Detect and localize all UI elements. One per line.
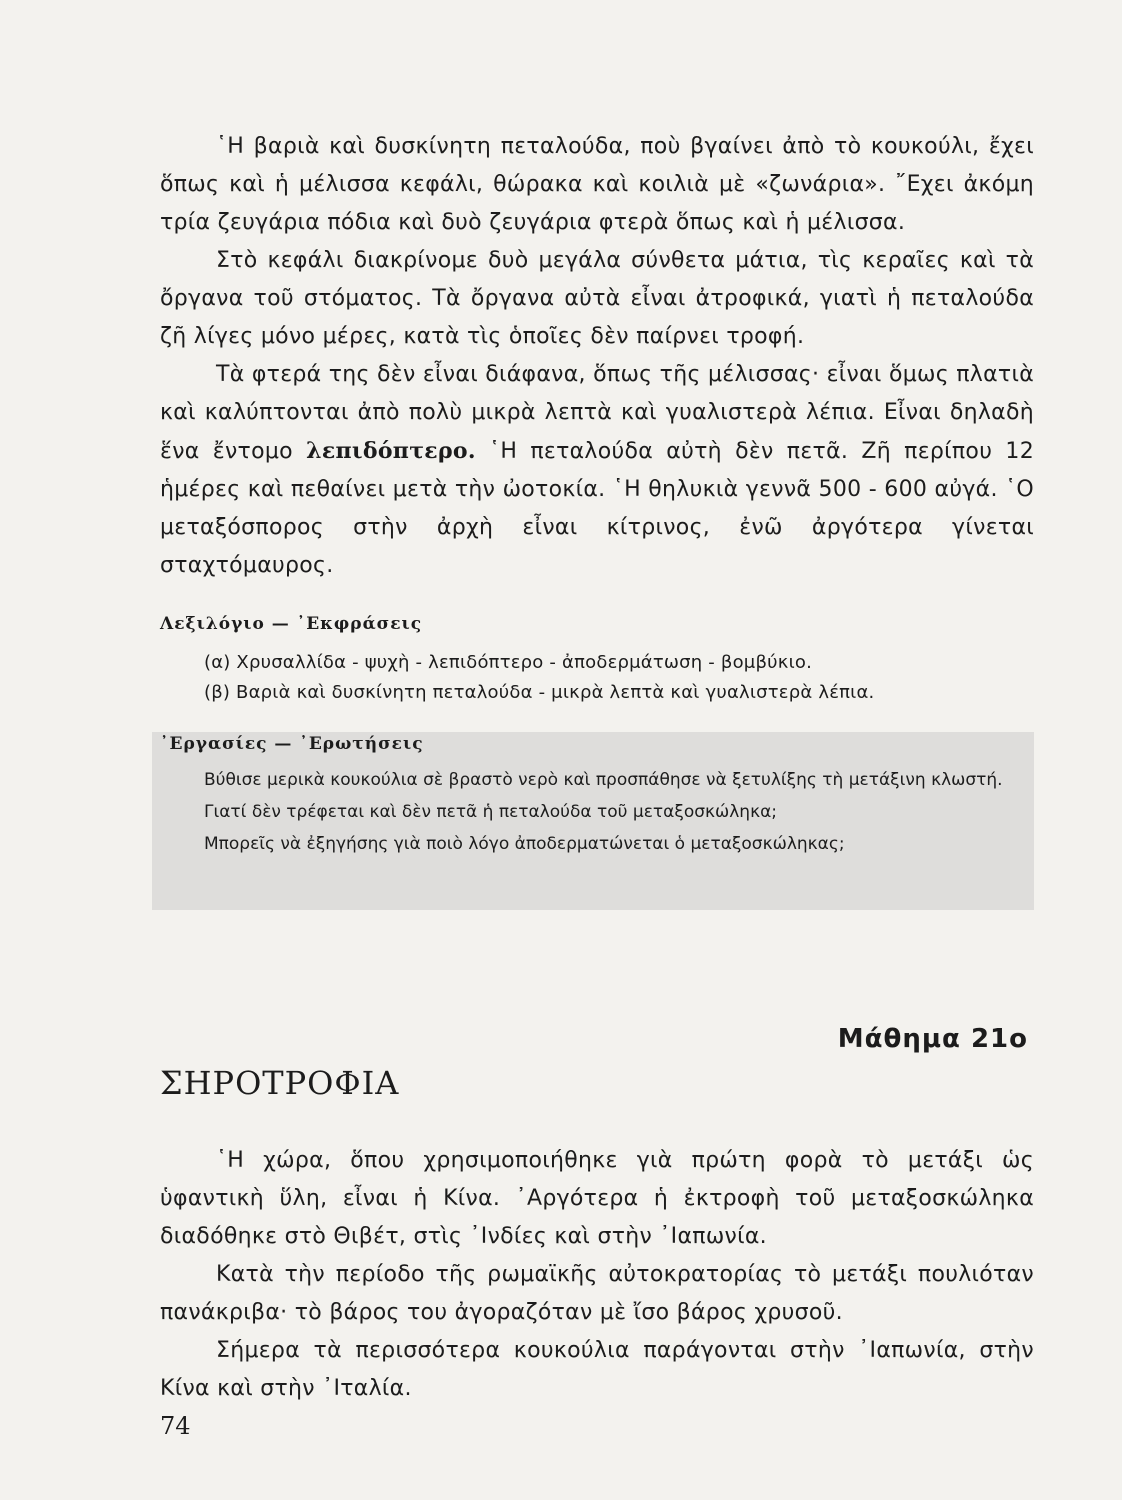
- vocabulary-item-b: (β) Βαριὰ καὶ δυσκίνητη πεταλούδα - μικρὰ λεπτὰ καὶ γυαλιστερὰ λέπια.: [204, 682, 875, 703]
- paragraph-moth-head: Στὸ κεφάλι διακρίνομε δυὸ μεγάλα σύνθετα μάτια, τὶς κεραῖες καὶ τὰ ὄργανα τοῦ στόματος. Τὰ ὄργανα αὐτὰ εἶναι ἀτροφικά, γιατὶ ἡ πεταλούδα ζῆ λίγες μόνο μέρες, κατὰ τὶς ὁποῖες δὲν παίρνει τροφή.: [160, 248, 1034, 349]
- tasks-section: [160, 734, 1034, 860]
- tasks-heading: ᾿Εργασίες — ᾿Ερωτήσεις: [160, 734, 424, 754]
- chapter-title: ΣΗΡΟΤΡΟΦΙΑ: [160, 1064, 400, 1102]
- task-item: Γιατί δὲν τρέφεται καὶ δὲν πετᾶ ἡ πεταλούδα τοῦ μεταξοσκώληκα;: [204, 802, 778, 822]
- page-number: 74: [160, 1412, 191, 1440]
- paragraph-silk-rome: Κατὰ τὴν περίοδο τῆς ρωμαϊκῆς αὐτοκρατορίας τὸ μετάξι πουλιόταν πανάκριβα· τὸ βάρος του ἀγοραζόταν μὲ ἴσο βάρος χρυσοῦ.: [160, 1262, 1034, 1325]
- task-item: Μπορεῖς νὰ ἐξηγήσης γιὰ ποιὸ λόγο ἀποδερματώνεται ὁ μεταξοσκώληκας;: [204, 834, 845, 854]
- lesson-number: Μάθημα 21ο: [837, 1024, 1028, 1054]
- paragraph-silk-today: Σήμερα τὰ περισσότερα κουκούλια παράγονται στὴν ᾿Ιαπωνία, στὴν Κίνα καὶ στὴν ᾿Ιταλία.: [160, 1338, 1034, 1401]
- task-item: Βύθισε μερικὰ κουκούλια σὲ βραστὸ νερὸ καὶ προσπάθησε νὰ ξετυλίξης τὴ μετάξινη κλωστή.: [204, 770, 1003, 790]
- tasks-list: [160, 764, 1034, 860]
- wings-bold-term: λεπιδόπτερο.: [306, 438, 476, 464]
- vocabulary-heading: Λεξιλόγιο — ᾿Εκφράσεις: [160, 614, 423, 634]
- paragraph-moth-body: ῾Η βαριὰ καὶ δυσκίνητη πεταλούδα, ποὺ βγαίνει ἀπὸ τὸ κουκούλι, ἔχει ὅπως καὶ ἡ μέλισσα κεφάλι, θώρακα καὶ κοιλιὰ μὲ «ζωνάρια». ῎Εχει ἀκόμη τρία ζευγάρια πόδια καὶ δυὸ ζευγάρια φτερὰ ὅπως καὶ ἡ μέλισσα.: [160, 134, 1034, 235]
- wings-text-before: Τὰ φτερά της δὲν εἶναι διάφανα, ὅπως τῆς μέλισσας· εἶναι ὅμως πλατιὰ καὶ καλύπτονται ἀπὸ πολὺ μικρὰ λεπτὰ καὶ γυαλιστερὰ λέπια. Εἶναι δηλαδὴ ἕνα ἔντομο: [160, 362, 1035, 464]
- chapter-text: [160, 1142, 1034, 1408]
- wings-text-after: ῾Η πεταλούδα αὐτὴ δὲν πετᾶ. Ζῆ περίπου 12 ἡμέρες καὶ πεθαίνει μετὰ τὴν ὠοτοκία. ῾Η θηλυκιὰ γεννᾶ 500 - 600 αὐγά. ῾Ο μεταξόσπορος στὴν ἀρχὴ εἶναι κίτρινος, ἐνῶ ἀργότερα γίνεται σταχτόμαυρος.: [160, 439, 1034, 578]
- paragraph-silk-origin: ῾Η χώρα, ὅπου χρησιμοποιήθηκε γιὰ πρώτη φορὰ τὸ μετάξι ὡς ὑφαντικὴ ὕλη, εἶναι ἡ Κίνα. ᾿Αργότερα ἡ ἐκτροφὴ τοῦ μεταξοσκώληκα διαδόθηκε στὸ Θιβέτ, στὶς ᾿Ινδίες καὶ στὴν ᾿Ιαπωνία.: [160, 1148, 1034, 1249]
- vocabulary-item-a: (α) Χρυσαλλίδα - ψυχὴ - λεπιδόπτερο - ἀποδερμάτωση - βομβύκιο.: [204, 652, 812, 673]
- vocabulary-list: [160, 648, 1034, 708]
- paragraph-moth-wings: [160, 356, 1034, 585]
- vocabulary-section: [160, 614, 1034, 708]
- intro-text: [160, 128, 1034, 585]
